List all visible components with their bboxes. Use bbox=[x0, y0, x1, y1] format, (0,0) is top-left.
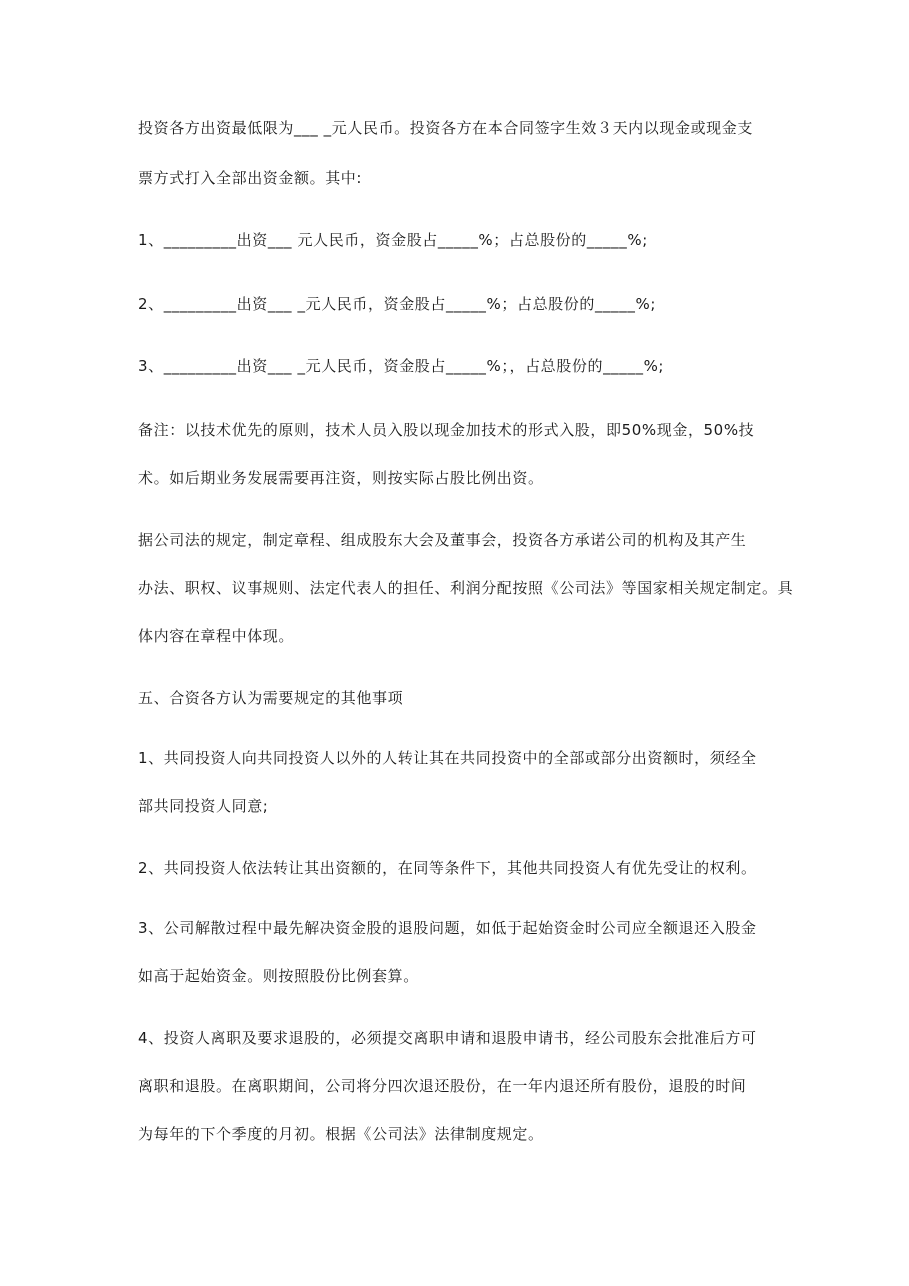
list-item: 2、_________出资___ _元人民币，资金股占_____%；占总股份的_____%; bbox=[138, 295, 656, 313]
paragraph-line: 投资各方出资最低限为___ _元人民币。投资各方在本合同签字生效３天内以现金或现金支 bbox=[138, 119, 753, 137]
paragraph-line: 如高于起始资金。则按照股份比例套算。 bbox=[138, 967, 419, 985]
list-item: 2、共同投资人依法转让其出资额的，在同等条件下，其他共同投资人有优先受让的权利。 bbox=[138, 859, 757, 877]
paragraph-line: 备注：以技术优先的原则，技术人员入股以现金加技术的形式入股，即50%现金，50%技 bbox=[138, 421, 755, 439]
list-item: 3、_________出资___ _元人民币，资金股占_____%；，占总股份的_____%; bbox=[138, 357, 665, 375]
paragraph-line: 票方式打入全部出资金额。其中: bbox=[138, 169, 363, 187]
paragraph-line: 术。如后期业务发展需要再注资，则按实际占股比例出资。 bbox=[138, 469, 544, 487]
list-item: 1、_________出资___ 元人民币，资金股占_____%；占总股份的_____%; bbox=[138, 231, 648, 249]
paragraph-line: 离职和退股。在离职期间，公司将分四次退还股份，在一年内退还所有股份，退股的时间 bbox=[138, 1077, 747, 1095]
paragraph-line: 办法、职权、议事规则、法定代表人的担任、利润分配按照《公司法》等国家相关规定制定。具 bbox=[138, 579, 794, 597]
paragraph-line: 体内容在章程中体现。 bbox=[138, 627, 295, 645]
paragraph-line: 据公司法的规定，制定章程、组成股东大会及董事会，投资各方承诺公司的机构及其产生 bbox=[138, 531, 747, 549]
list-item: 1、共同投资人向共同投资人以外的人转让其在共同投资中的全部或部分出资额时，须经全 bbox=[138, 749, 757, 767]
paragraph-line: 部共同投资人同意; bbox=[138, 797, 269, 815]
list-item: 4、投资人离职及要求退股的，必须提交离职申请和退股申请书，经公司股东会批准后方可 bbox=[138, 1029, 757, 1047]
list-item: 3、公司解散过程中最先解决资金股的退股问题，如低于起始资金时公司应全额退还入股金 bbox=[138, 919, 757, 937]
section-heading: 五、合资各方认为需要规定的其他事项 bbox=[138, 689, 404, 707]
paragraph-line: 为每年的下个季度的月初。根据《公司法》法律制度规定。 bbox=[138, 1125, 544, 1143]
